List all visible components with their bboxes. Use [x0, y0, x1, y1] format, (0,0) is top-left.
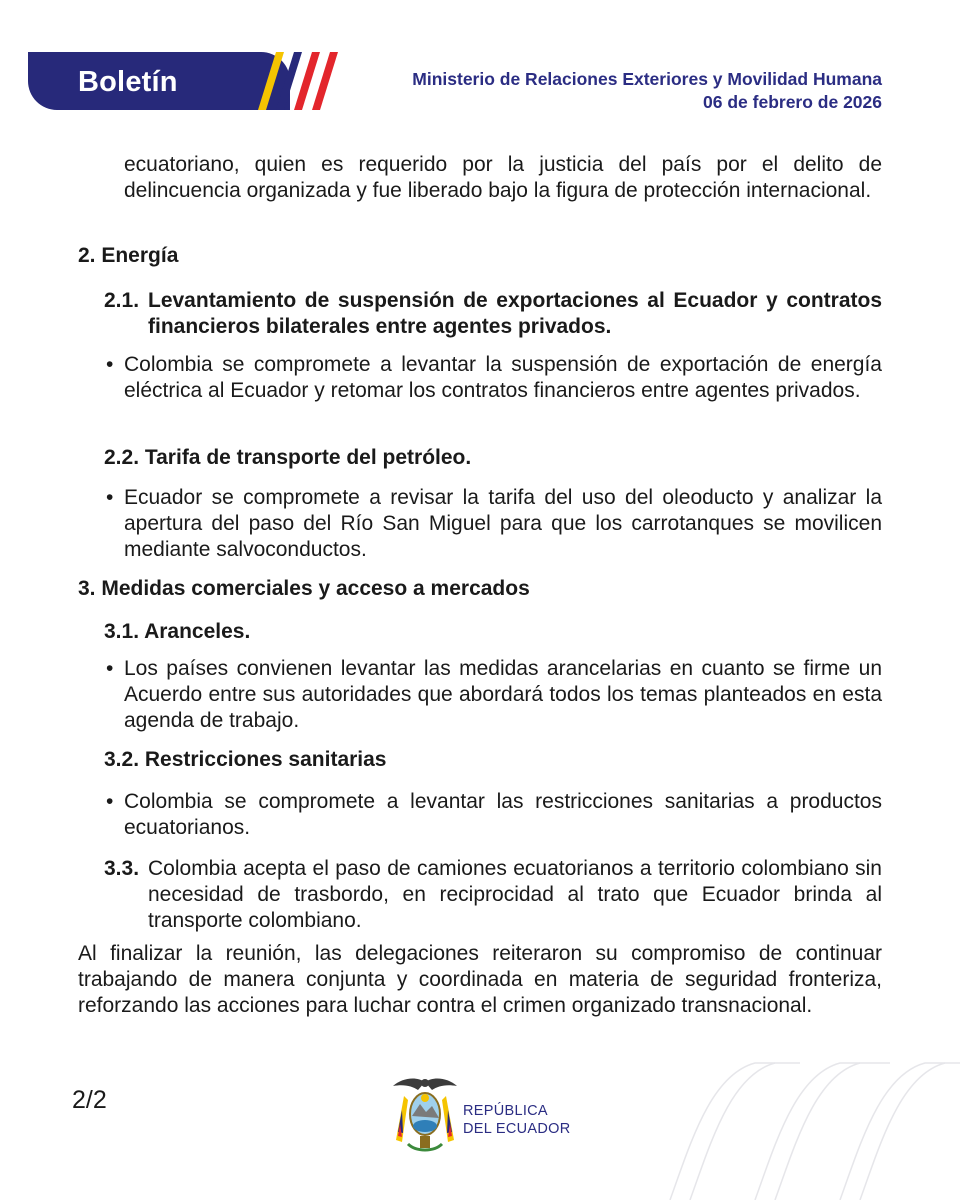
subsection-3-3: [104, 856, 882, 934]
subsection-number: 3.3.: [104, 857, 140, 880]
republica-del-ecuador-wordmark: [463, 1102, 571, 1138]
bullet-item: [104, 656, 882, 734]
decorative-swoosh-lines: [660, 1055, 960, 1200]
flag-stripes-icon: [254, 52, 338, 110]
bullet-icon: •: [106, 353, 114, 376]
subsection-2-2-heading: 2.2. Tarifa de transporte del petróleo.: [104, 446, 472, 469]
bullet-icon: •: [106, 657, 114, 680]
bullet-text: Los países convienen levantar las medidas arancelarias en cuanto se firme un Acuerdo entre sus autoridades que abordará todos los temas planteados en esta agenda de trabajo.: [124, 657, 882, 732]
bullet-icon: •: [106, 790, 114, 813]
bullet-icon: •: [106, 486, 114, 509]
rep-line-1: REPÚBLICA: [463, 1103, 548, 1119]
ministry-header: [412, 68, 882, 114]
bullet-item: [104, 485, 882, 563]
intro-paragraph: ecuatoriano, quien es requerido por la justicia del país por el delito de delincuencia organizada y fue liberado bajo la figura de protección internacional.: [124, 153, 882, 202]
section-2-heading: 2. Energía: [78, 244, 179, 267]
closing-paragraph: Al finalizar la reunión, las delegaciones reiteraron su compromiso de continuar trabajando de manera conjunta y coordinada en materia de seguridad fronteriza, reforzando las acciones para luchar contra el crimen organizado transnacional.: [78, 942, 882, 1017]
bullet-item: [104, 789, 882, 841]
bullet-item: [104, 352, 882, 404]
bullet-text: Ecuador se compromete a revisar la tarifa del uso del oleoducto y analizar la apertura del paso del Río San Miguel para que los carrotanques se movilicen mediante salvoconductos.: [124, 486, 882, 561]
bullet-text: Colombia se compromete a levantar la suspensión de exportación de energía eléctrica al Ecuador y retomar los contratos financieros entre agentes privados.: [124, 353, 882, 402]
subsection-text: Colombia acepta el paso de camiones ecuatorianos a territorio colombiano sin necesidad de trasbordo, en reciprocidad al trato que Ecuador brinda al transporte colombiano.: [148, 857, 882, 932]
header-banner: [28, 52, 290, 110]
bullet-text: Colombia se compromete a levantar las restricciones sanitarias a productos ecuatorianos.: [124, 790, 882, 839]
ministry-name: Ministerio de Relaciones Exteriores y Movilidad Humana: [412, 69, 882, 89]
ecuador-coat-of-arms-icon: [390, 1070, 460, 1160]
section-3-heading: 3. Medidas comerciales y acceso a mercados: [78, 577, 530, 600]
bulletin-date: 06 de febrero de 2026: [703, 92, 882, 112]
subsection-title: Levantamiento de suspensión de exportaciones al Ecuador y contratos financieros bilaterales entre agentes privados.: [148, 289, 882, 338]
subsection-3-1-heading: 3.1. Aranceles.: [104, 620, 251, 643]
rep-line-2: DEL ECUADOR: [463, 1121, 571, 1137]
bulletin-title: Boletín: [78, 66, 178, 98]
subsection-number: 2.1.: [104, 289, 140, 312]
subsection-2-1-heading: [104, 288, 882, 340]
page-number: 2/2: [72, 1086, 107, 1114]
subsection-3-2-heading: 3.2. Restricciones sanitarias: [104, 748, 387, 771]
